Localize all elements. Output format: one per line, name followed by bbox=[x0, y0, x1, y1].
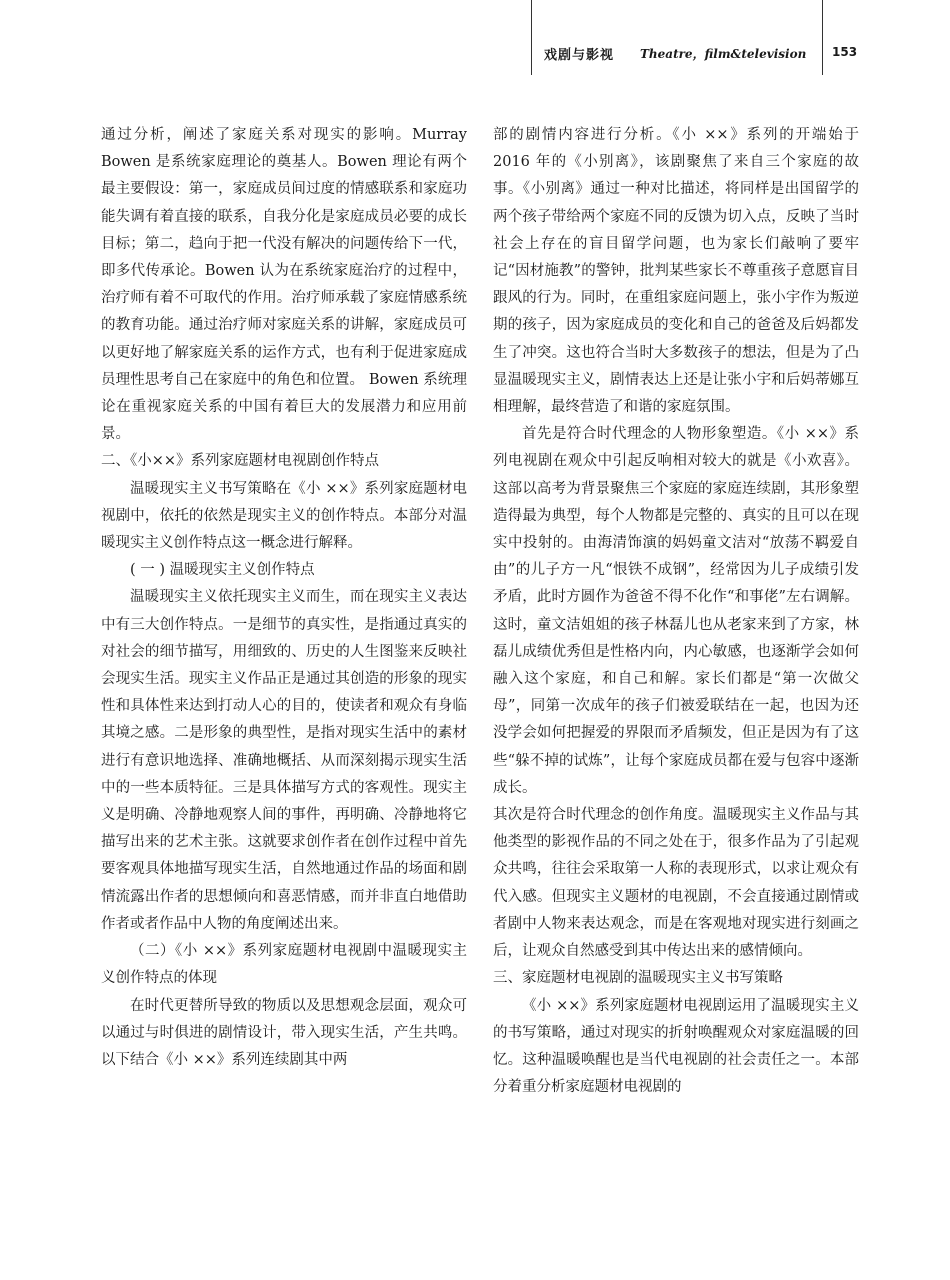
left-column bbox=[101, 122, 467, 1074]
subsection-heading-2-1: ( 一 ) 温暖现实主义创作特点 bbox=[130, 562, 315, 579]
paragraph: 在时代更替所导致的物质以及思想观念层面，观众可以通过与时俱进的剧情设计，带入现实生活，产生共鸣。以下结合《小 ××》系列连续剧其中两 bbox=[101, 997, 467, 1068]
running-header bbox=[0, 0, 950, 110]
paragraph: 首先是符合时代理念的人物形象塑造。《小 ××》系列电视剧在观众中引起反响相对较大的就是《小欢喜》。这部以高考为背景聚焦三个家庭的家庭连续剧，其形象塑造得最为典型，每个人物都是完整的、真实的且可以在现实中投射的。由海清饰演的妈妈童文洁对“放荡不羁爱自由”的儿子方一凡“恨铁不成钢”，经常因为儿子成绩引发矛盾，此时方圆作为爸爸不得不化作“和事佬”左右调解。这时，童文洁姐姐的孩子林磊儿也从老家来到了方家，林磊儿成绩优秀但是性格内向，内心敏感，也逐渐学会如何融入这个家庭，和自己和解。家长们都是“第一次做父母”，同第一次成年的孩子们被爱联结在一起，也因为还没学会如何把握爱的界限而矛盾频发，但正是因为有了这些“躲不掉的试炼”，让每个家庭成员都在爱与包容中逐渐成长。 bbox=[493, 426, 859, 796]
journal-title-cn: 戏剧与影视 bbox=[544, 48, 615, 63]
header-divider-left bbox=[531, 0, 532, 75]
paragraph: 温暖现实主义书写策略在《小 ××》系列家庭题材电视剧中，依托的依然是现实主义的创作特点。本部分对温暖现实主义创作特点这一概念进行解释。 bbox=[101, 480, 467, 552]
page-number: 153 bbox=[832, 45, 858, 59]
right-column bbox=[493, 122, 859, 1101]
section-heading-3: 三、家庭题材电视剧的温暖现实主义书写策略 bbox=[493, 970, 783, 987]
paragraph: 其次是符合时代理念的创作角度。温暖现实主义作品与其他类型的影视作品的不同之处在于，很多作品为了引起观众共鸣，往往会采取第一人称的表现形式，以求让观众有代入感。但现实主义题材的电视剧，不会直接通过剧情或者剧中人物来表达观念，而是在客观地对现实进行刻画之后，让观众自然感受到其中传达出来的感情倾向。 bbox=[493, 807, 859, 960]
paragraph: 《小 ××》系列家庭题材电视剧运用了温暖现实主义的书写策略，通过对现实的折射唤醒观众对家庭温暖的回忆。这种温暖唤醒也是当代电视剧的社会责任之一。本部分着重分析家庭题材电视剧的 bbox=[493, 997, 859, 1096]
paragraph-continued: 部的剧情内容进行分析。《小 ××》系列的开端始于 2016 年的《小别离》，该剧聚焦了来自三个家庭的故事。《小别离》通过一种对比描述，将同样是出国留学的两个孩子带给两个家庭不同的反馈为切入点，反映了当时社会上存在的盲目留学问题，也为家长们敲响了要牢记“因材施教”的警钟，批判某些家长不尊重孩子意愿盲目跟风的行为。同时，在重组家庭问题上，张小宇作为叛逆期的孩子，因为家庭成员的变化和自己的爸爸及后妈都发生了冲突。这也符合当时大多数孩子的想法，但是为了凸显温暖现实主义，剧情表达上还是让张小宇和后妈蒂娜互相理解，最终营造了和谐的家庭氛围。 bbox=[493, 127, 859, 416]
header-divider-right bbox=[822, 0, 823, 75]
subsection-heading-2-2: （二）《小 ××》系列家庭题材电视剧中温暖现实主义创作特点的体现 bbox=[101, 943, 467, 987]
paragraph-continued: 通过分析，阐述了家庭关系对现实的影响。Murray Bowen 是系统家庭理论的奠基人。Bowen 理论有两个最主要假设：第一，家庭成员间过度的情感联系和家庭功能失调有着直接的联系，自我分化是家庭成员必要的成长目标；第二，趋向于把一代没有解决的问题传给下一代，即多代传承论。Bowen 认为在系统家庭治疗的过程中，治疗师有着不可取代的作用。治疗师承载了家庭情感系统的教育功能。通过治疗师对家庭关系的讲解，家庭成员可以更好地了解家庭关系的运作方式，也有利于促进家庭成员理性思考自己在家庭中的角色和位置。 Bowen 系统理论在重视家庭关系的中国有着巨大的发展潜力和应用前景。 bbox=[101, 127, 467, 443]
journal-title-en: Theatre，film&television bbox=[640, 47, 807, 61]
paragraph: 温暖现实主义依托现实主义而生，而在现实主义表达中有三大创作特点。一是细节的真实性，是指通过真实的对社会的细节描写，用细致的、历史的人生图鉴来反映社会现实生活。现实主义作品正是通过其创造的形象的现实性和具体性来达到打动人心的目的，使读者和观众有身临其境之感。二是形象的典型性，是指对现实生活中的素材进行有意识地选择、准确地概括、从而深刻揭示现实生活中的一些本质特征。三是具体描写方式的客观性。现实主义是明确、冷静地观察人间的事件，再明确、冷静地将它描写出来的艺术主张。这就要求创作者在创作过程中首先要客观具体地描写现实生活，自然地通过作品的场面和剧情流露出作者的思想倾向和喜恶情感，而并非直白地借助作者或者作品中人物的角度阐述出来。 bbox=[101, 589, 467, 932]
section-heading-2: 二、《小××》系列家庭题材电视剧创作特点 bbox=[101, 453, 380, 470]
